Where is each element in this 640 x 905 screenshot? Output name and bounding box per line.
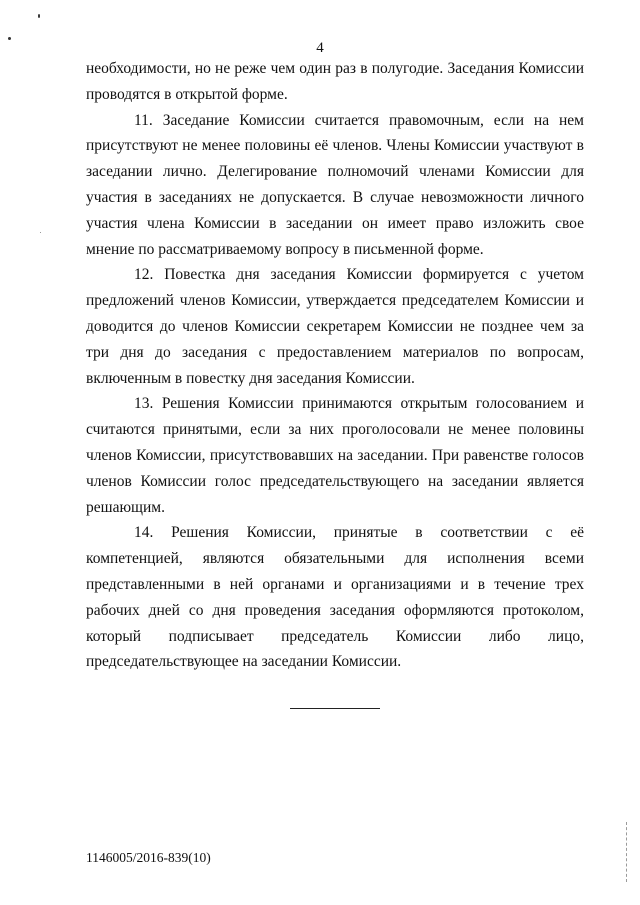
document-body bbox=[86, 56, 584, 675]
paragraph-11: 11. Заседание Комиссии считается правомочным, если на нем присутствуют не менее половины её членов. Члены Комиссии участвуют в заседании лично. Делегирование полномочий членами Комиссии для участия в заседаниях не допускается. В случае невозможности личного участия члена Комиссии в заседании он имеет право изложить свое мнение по рассматриваемому вопросу в письменной форме. bbox=[86, 111, 584, 258]
scan-edge-mark bbox=[626, 822, 627, 882]
paragraph-13: 13. Решения Комиссии принимаются открытым голосованием и считаются принятыми, если за них проголосовали не менее половины членов Комиссии, присутствовавших на заседании. При равенстве голосов членов Комиссии голос председательствующего на заседании является решающим. bbox=[86, 395, 584, 516]
scan-speck bbox=[40, 232, 41, 233]
page-number: 4 bbox=[316, 40, 324, 56]
paragraph-12: 12. Повестка дня заседания Комиссии формируется с учетом предложений членов Комиссии, утверждается председателем Комиссии и доводится до членов Комиссии секретарем Комиссии не позднее чем за три дня до заседания с предоставлением материалов по вопросам, включенным в повестку дня заседания Комиссии. bbox=[86, 266, 584, 387]
scan-speck bbox=[38, 14, 40, 18]
paragraph-14: 14. Решения Комиссии, принятые в соответствии с её компетенцией, являются обязательными для исполнения всеми представленными в ней органами и организациями и в течение трех рабочих дней со дня проведения заседания оформляются протоколом, который подписывает председатель Комиссии либо лицо, председательствующее на заседании Комиссии. bbox=[86, 524, 584, 671]
document-code: 1146005/2016-839(10) bbox=[86, 850, 211, 865]
paragraph-continuation: необходимости, но не реже чем один раз в полугодие. Заседания Комиссии проводятся в открытой форме. bbox=[86, 60, 584, 103]
closing-rule bbox=[290, 708, 380, 709]
